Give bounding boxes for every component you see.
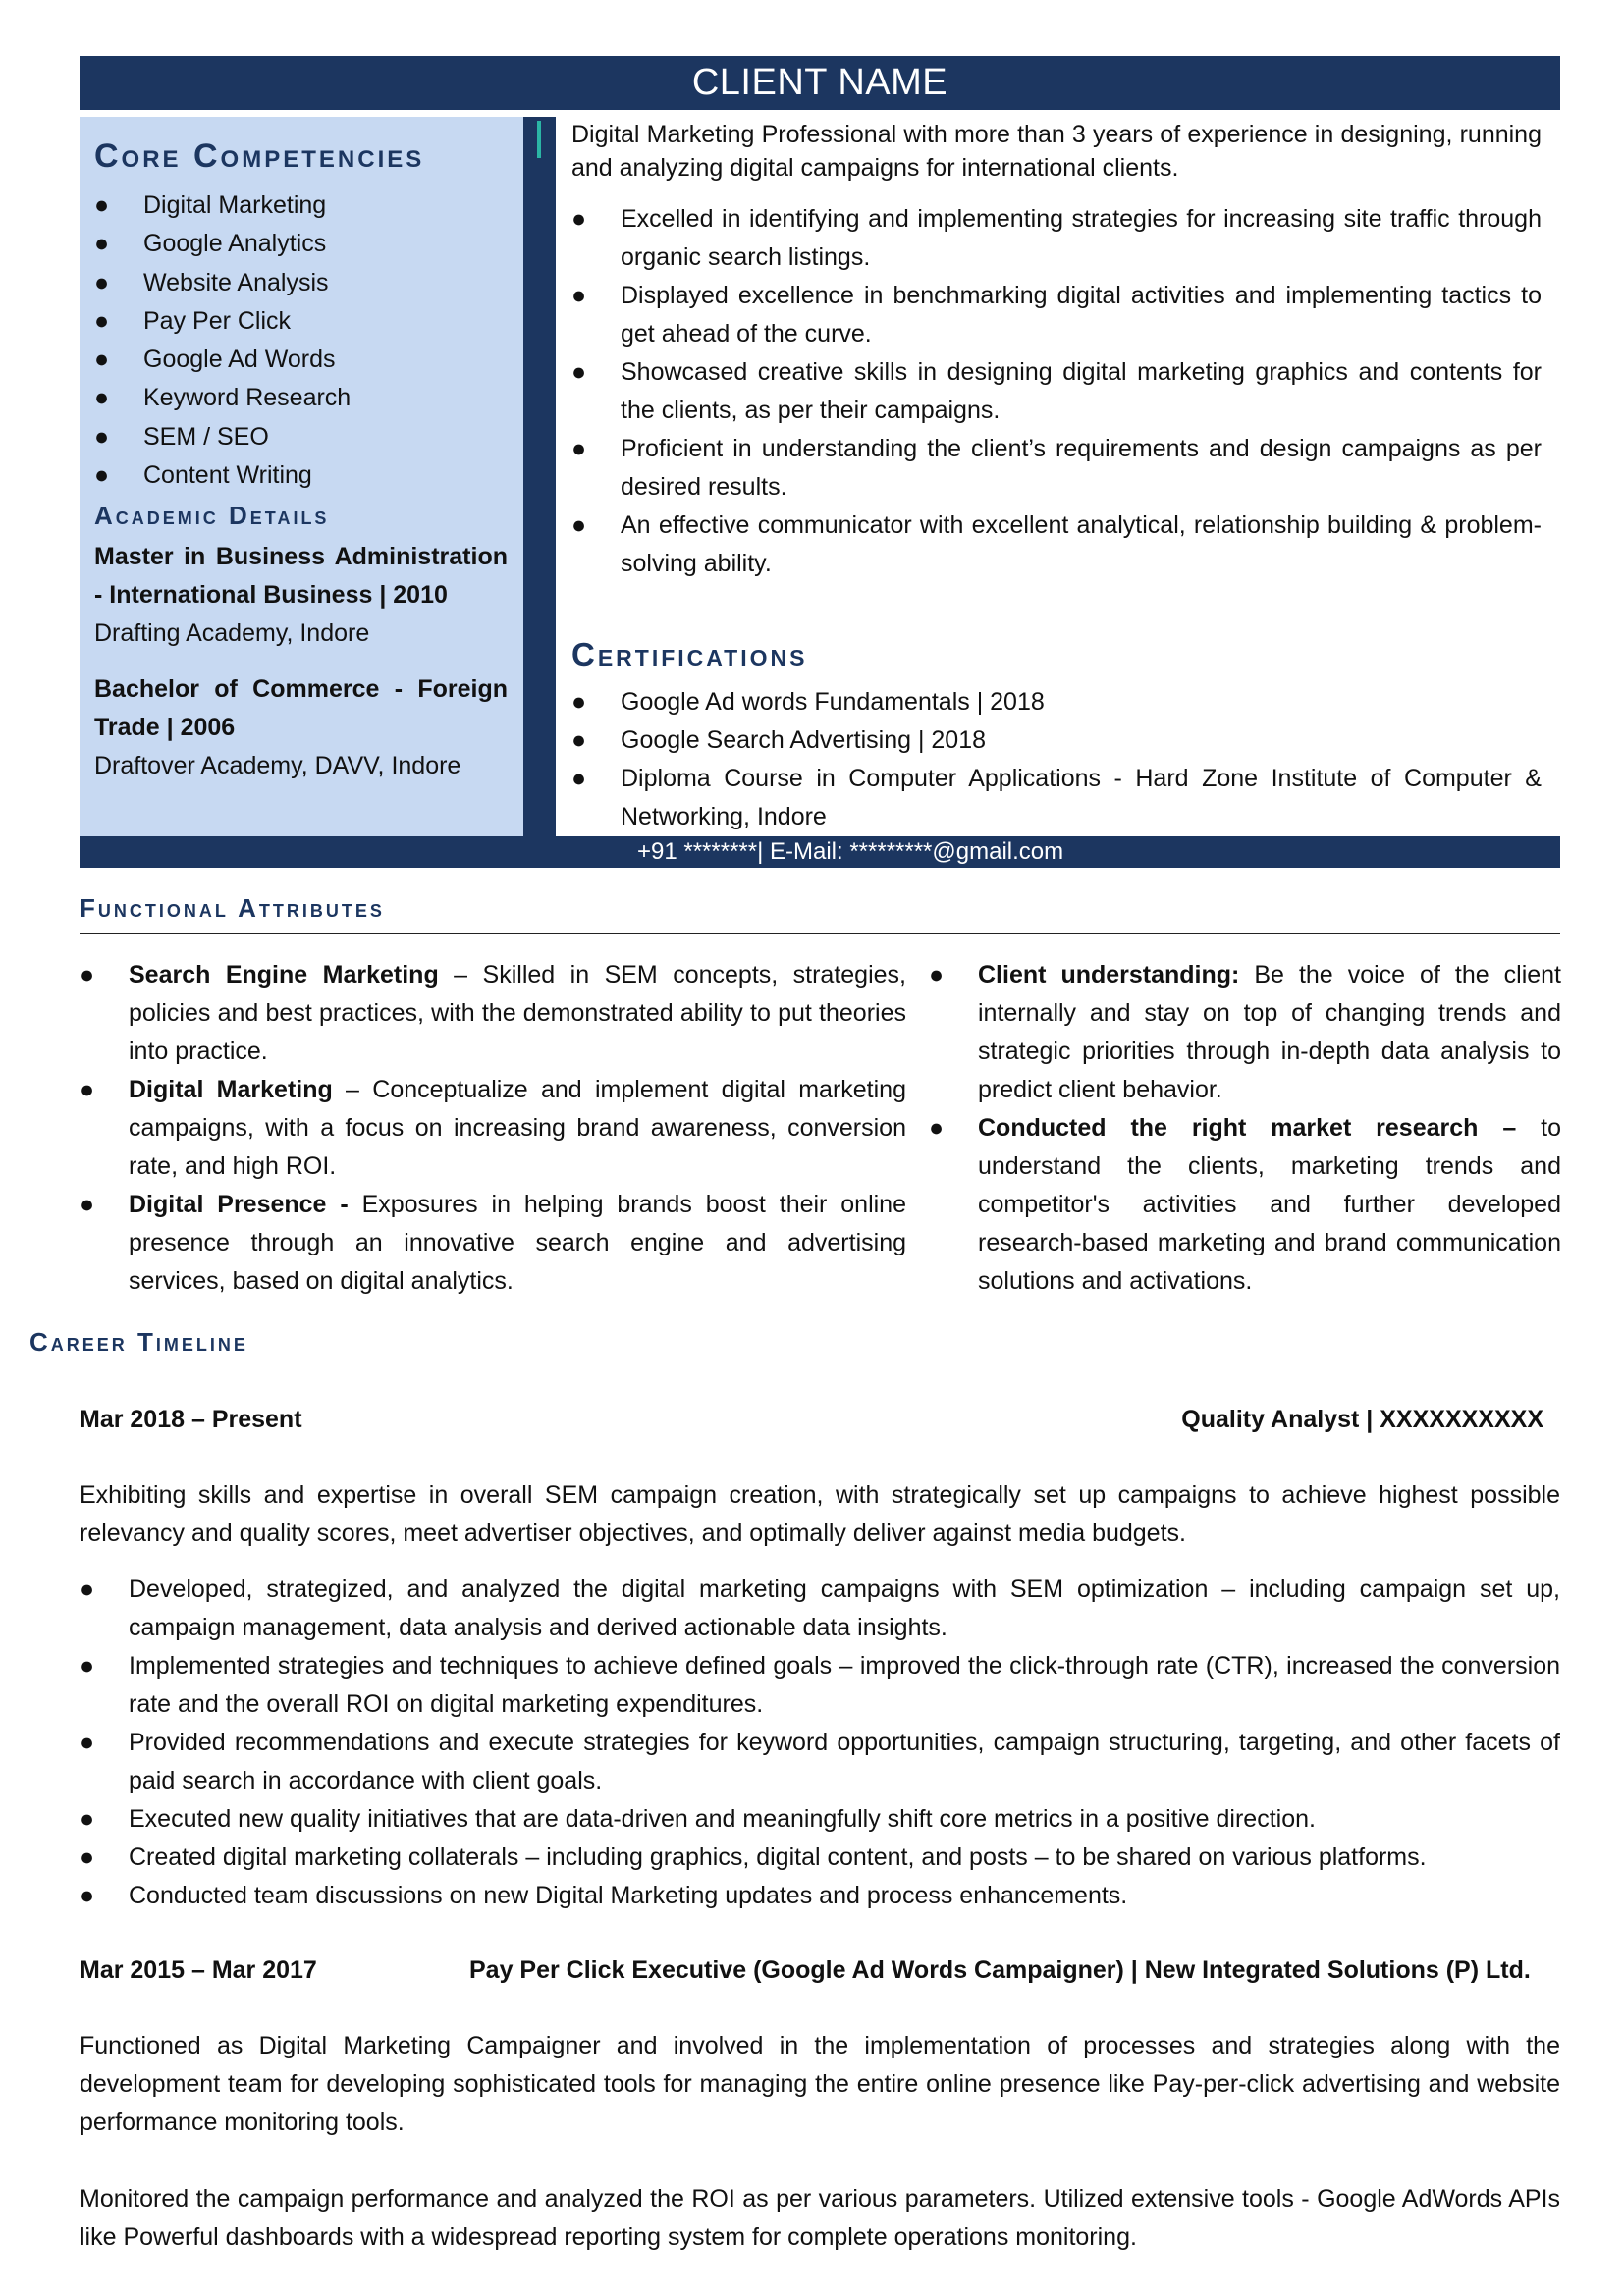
summary-bullets xyxy=(571,200,1542,583)
degree: Master in Business Administration - International Business | 2010 xyxy=(94,543,508,609)
list-item: ● Showcased creative skills in designing digital marketing graphics and contents for the clients, as per their campaigns. xyxy=(571,358,1542,424)
job-dates: Mar 2018 – Present xyxy=(80,1406,302,1433)
list-item: ● Digital Marketing xyxy=(94,191,327,219)
list-item: ● Keyword Research xyxy=(94,384,352,412)
list-item: ● Google Search Advertising | 2018 xyxy=(571,726,987,754)
list-item: ● An effective communicator with excellent analytical, relationship building & problem-solving ability. xyxy=(571,511,1542,577)
certifications-heading: Certifications xyxy=(571,636,808,672)
list-item: ● Google Ad Words xyxy=(94,346,336,374)
core-competencies-heading: Core Competencies xyxy=(94,137,425,175)
list-item: ● Content Writing xyxy=(94,461,312,490)
list-item: ● SEM / SEO xyxy=(94,422,269,451)
competency-list xyxy=(94,187,507,495)
accent-tick xyxy=(537,121,541,158)
list-item: ● Conducted the right market research – to understand the clients, marketing trends and competitor's activities and further developed research-based marketing and brand communication solutions and activations. xyxy=(929,1114,1561,1295)
functional-attributes-heading: Functional Attributes xyxy=(80,893,385,923)
job-summary: Exhibiting skills and expertise in overall SEM campaign creation, with strategically set up campaigns to achieve highest possible relevancy and quality scores, meet advertiser objectives, and optimally deliver against media budgets. xyxy=(80,1481,1560,1547)
list-item: ● Digital Presence - Exposures in helping brands boost their online presence through an innovative search engine and advertising services, based on digital analytics. xyxy=(80,1191,906,1295)
degree: Bachelor of Commerce - Foreign Trade | 2006 xyxy=(94,675,508,741)
list-item: ● Diploma Course in Computer Applications - Hard Zone Institute of Computer & Networking, Indore xyxy=(571,765,1542,830)
list-item: ● Executed new quality initiatives that are data-driven and meaningfully shift core metrics in a positive direction. xyxy=(80,1805,1316,1833)
list-item: ● Digital Marketing – Conceptualize and implement digital marketing campaigns, with a focus on increasing brand awareness, conversion rate, and high ROI. xyxy=(80,1076,906,1180)
client-name: CLIENT NAME xyxy=(691,62,948,103)
list-item: ● Implemented strategies and techniques to achieve defined goals – improved the click-through rate (CTR), increased the conversion rate and the overall ROI on digital marketing expenditures. xyxy=(80,1652,1560,1718)
school: Drafting Academy, Indore xyxy=(94,619,370,647)
list-item: ● Provided recommendations and execute strategies for keyword opportunities, campaign structuring, targeting, and other facets of paid search in accordance with client goals. xyxy=(80,1729,1560,1794)
list-item: ● Created digital marketing collaterals – including graphics, digital content, and posts – to be shared on various platforms. xyxy=(80,1843,1427,1871)
contact-bar xyxy=(80,836,1560,868)
functional-list-left xyxy=(80,956,906,1301)
job-responsibilities xyxy=(80,1571,1560,1915)
profile-summary: Digital Marketing Professional with more than 3 years of experience in designing, running and analyzing digital campaigns for international clients. xyxy=(571,121,1542,182)
job-title: Quality Analyst | XXXXXXXXXX xyxy=(1181,1406,1543,1433)
list-item: ● Excelled in identifying and implementing strategies for increasing site traffic through organic search listings. xyxy=(571,205,1542,271)
certification-list xyxy=(571,683,1542,836)
career-timeline-heading: Career Timeline xyxy=(29,1327,248,1357)
list-item: ● Search Engine Marketing – Skilled in SEM concepts, strategies, policies and best practices, with the demonstrated ability to put theories into practice. xyxy=(80,961,906,1065)
education-entry xyxy=(94,538,508,653)
list-item: ● Conducted team discussions on new Digital Marketing updates and process enhancements. xyxy=(80,1882,1128,1909)
list-item: ● Pay Per Click xyxy=(94,306,292,335)
list-item: ● Developed, strategized, and analyzed the digital marketing campaigns with SEM optimization – including campaign set up, campaign management, data analysis and derived actionable data insights. xyxy=(80,1575,1560,1641)
client-name-header xyxy=(80,56,1560,110)
job-paragraph: Monitored the campaign performance and analyzed the ROI as per various parameters. Utilized extensive tools - Google AdWords APIs like Powerful dashboards with a widespread reporting system for complete operations monitoring. xyxy=(80,2185,1560,2251)
functional-list-right xyxy=(929,956,1561,1301)
job-dates: Mar 2015 – Mar 2017 xyxy=(80,1956,317,1984)
list-item: ● Displayed excellence in benchmarking digital activities and implementing tactics to get ahead of the curve. xyxy=(571,282,1542,347)
job-title: Pay Per Click Executive (Google Ad Words Campaigner) | New Integrated Solutions (P) Ltd. xyxy=(469,1956,1531,1984)
sidebar-divider xyxy=(523,117,556,836)
education-entry xyxy=(94,670,508,785)
list-item: ● Google Ad words Fundamentals | 2018 xyxy=(571,688,1045,716)
section-divider xyxy=(80,933,1560,934)
list-item: ● Google Analytics xyxy=(94,230,327,258)
list-item: ● Website Analysis xyxy=(94,268,329,296)
contact-info: +91 ********| E-Mail: *********@gmail.com xyxy=(637,838,1064,865)
academic-details-heading: Academic Details xyxy=(94,501,330,530)
list-item: ● Proficient in understanding the client’s requirements and design campaigns as per desired results. xyxy=(571,435,1542,501)
job-paragraph: Functioned as Digital Marketing Campaigner and involved in the implementation of processes and strategies along with the development team for developing sophisticated tools for managing the entire online presence like Pay-per-click advertising and website performance monitoring tools. xyxy=(80,2032,1560,2136)
school: Draftover Academy, DAVV, Indore xyxy=(94,752,461,779)
list-item: ● Client understanding: Be the voice of the client internally and stay on top of changing trends and strategic priorities through in-depth data analysis to predict client behavior. xyxy=(929,961,1561,1103)
